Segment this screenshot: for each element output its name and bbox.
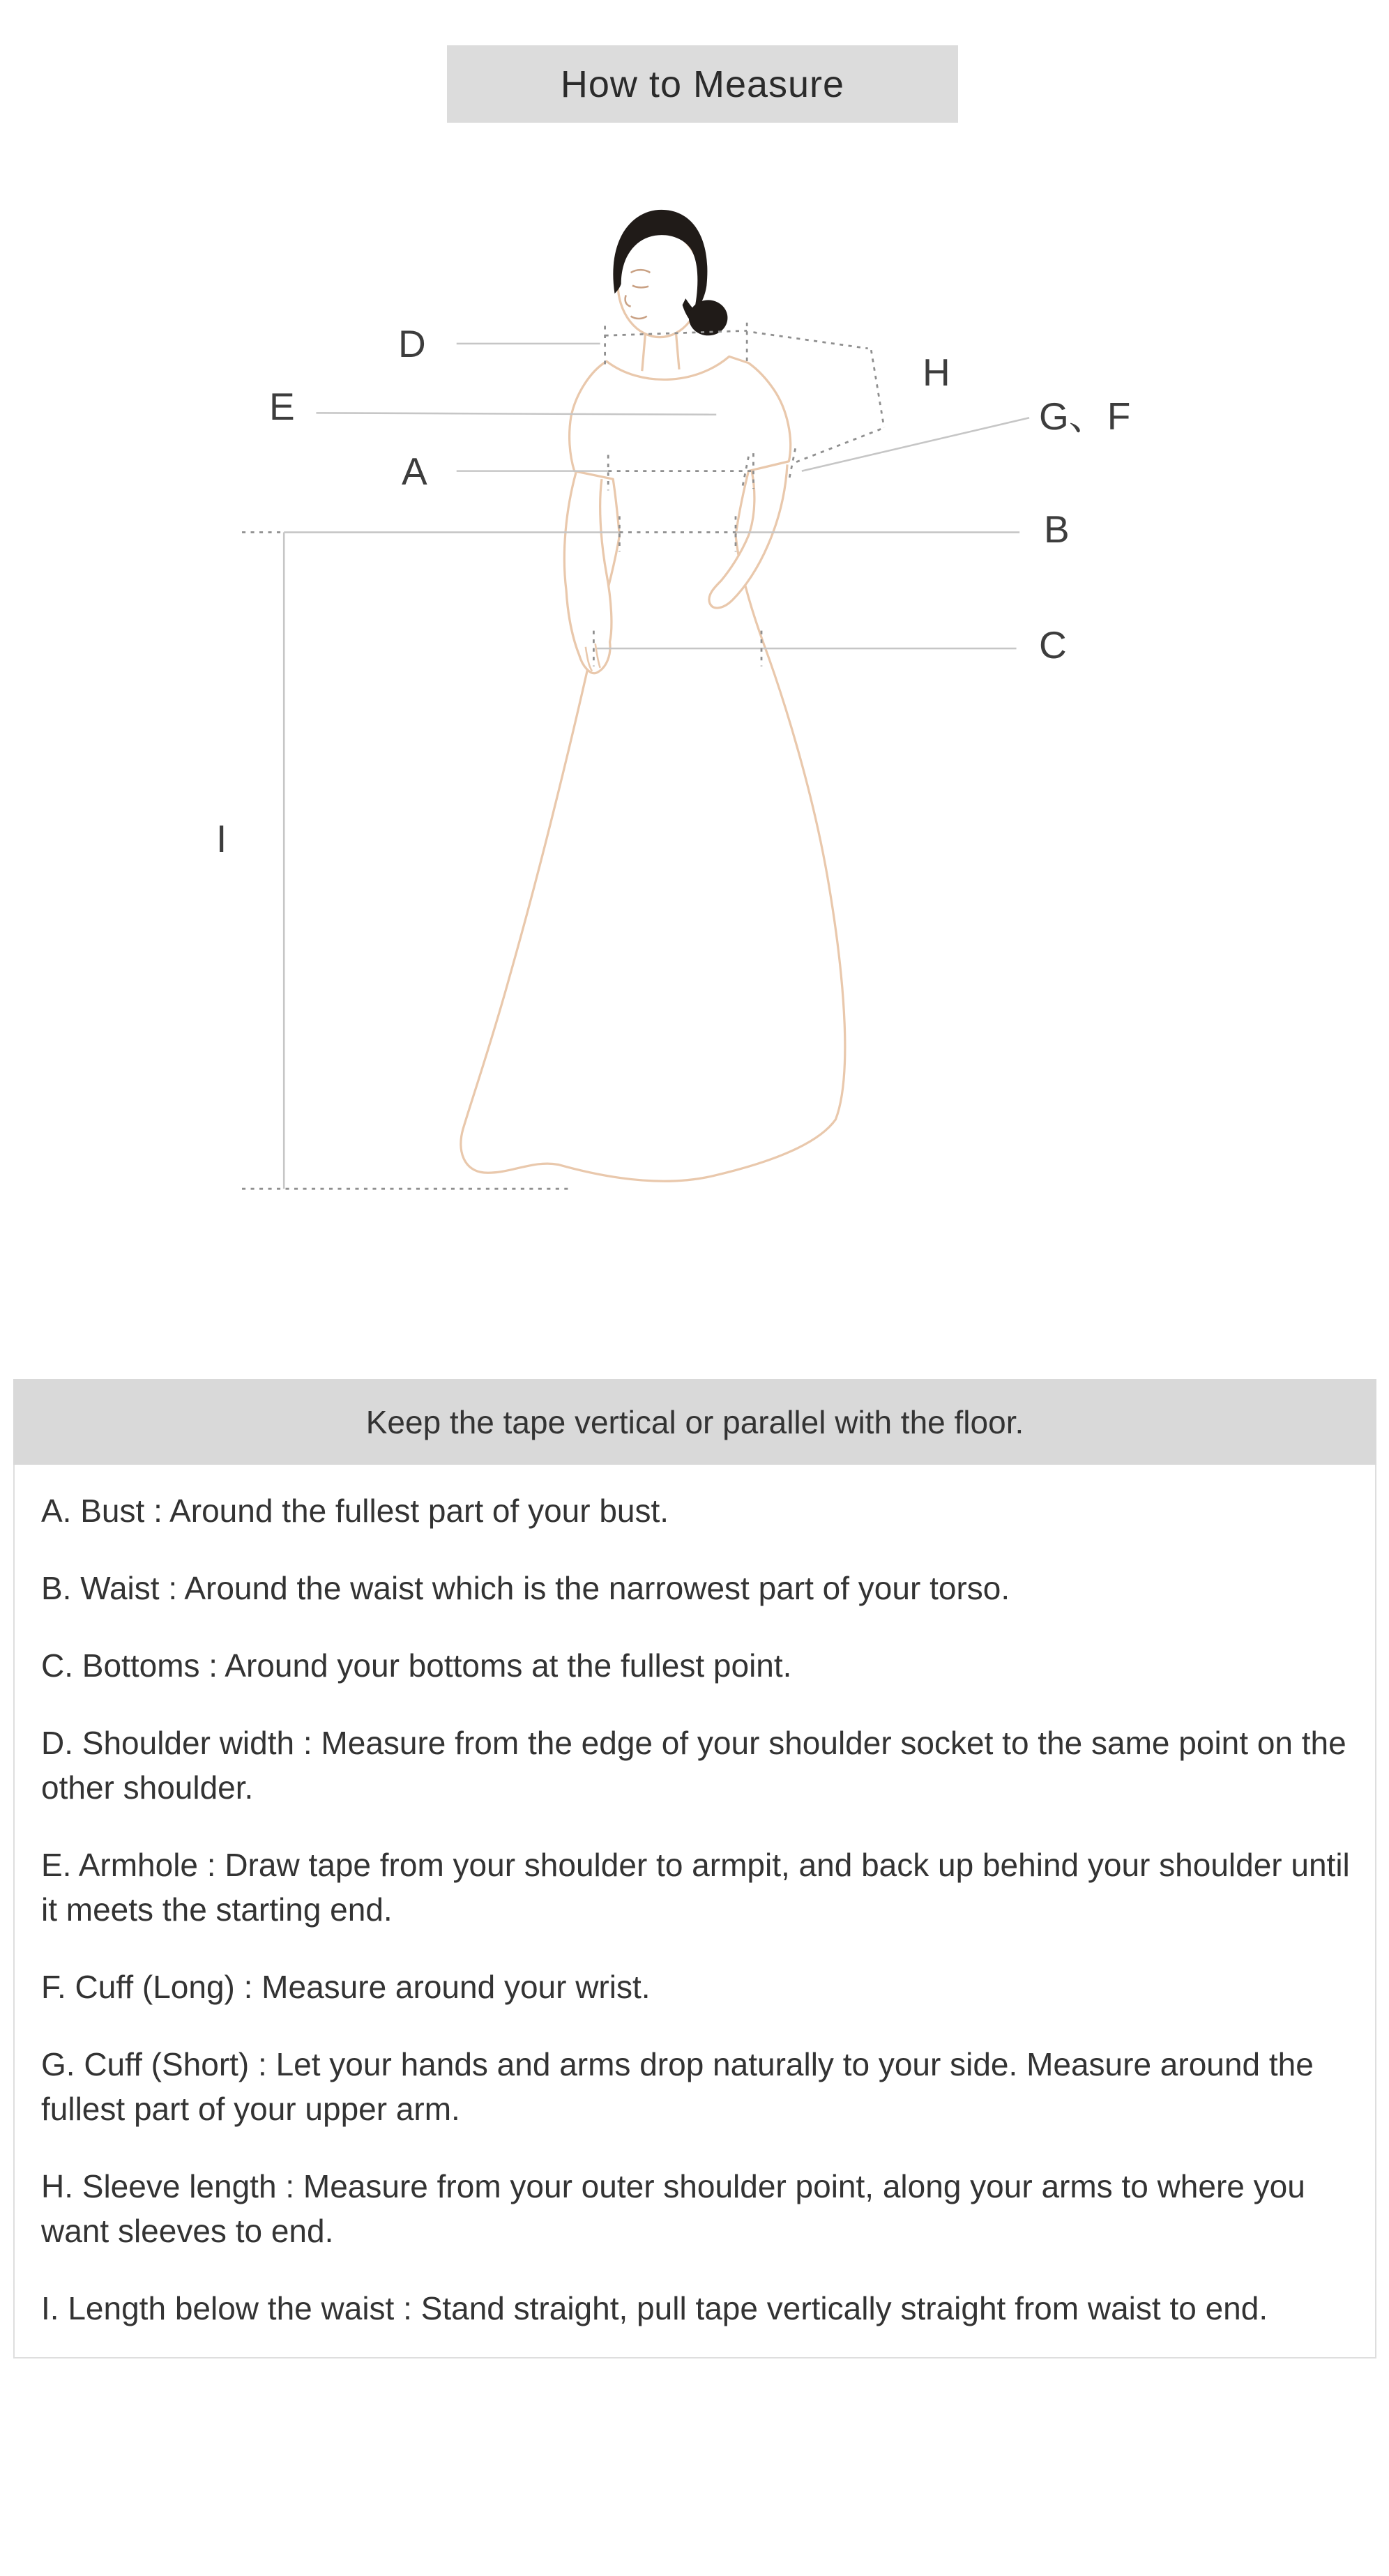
instruction-armhole: E. Armhole : Draw tape from your shoulder to armpit, and back up behind your shoulder until it meets the starting end. [41, 1847, 1350, 1928]
label-cuff-g-f: G、F [1039, 395, 1131, 438]
instruction-bottoms: C. Bottoms : Around your bottoms at the fullest point. [41, 1647, 792, 1684]
instruction-waist: B. Waist : Around the waist which is the narrowest part of your torso. [41, 1570, 1010, 1606]
neck-line-left [642, 334, 646, 371]
tape-note-text: Keep the tape vertical or parallel with the floor. [365, 1403, 1024, 1440]
dotted-sleeve-band-right [871, 350, 884, 427]
label-sleeve-length-h: H [923, 351, 950, 394]
label-shoulder-width-d: D [398, 322, 426, 365]
label-bottoms-c: C [1039, 623, 1067, 666]
instruction-cuff-long: F. Cuff (Long) : Measure around your wrist. [41, 1969, 651, 2005]
figure-woman [461, 210, 845, 1181]
instruction-shoulder-width: D. Shoulder width : Measure from the edge of your shoulder socket to the same point on the other shoulder. [41, 1725, 1346, 1806]
dotted-sleeve-band-bottom [794, 429, 881, 463]
label-armhole-e: E [269, 385, 295, 428]
instruction-bust: A. Bust : Around the fullest part of your bust. [41, 1493, 669, 1529]
label-length-below-waist-i: I [216, 817, 227, 860]
instruction-sleeve-length: H. Sleeve length : Measure from your outer shoulder point, along your arms to where you want sleeves to end. [41, 2168, 1305, 2249]
line-cuff-gf-pointer [802, 418, 1029, 471]
dress [461, 356, 845, 1181]
label-waist-b: B [1044, 508, 1070, 551]
left-arm [564, 473, 612, 673]
page-title: How to Measure [560, 63, 845, 105]
instruction-length-below-waist: I. Length below the waist : Stand straight, pull tape vertically straight from waist to end. [41, 2290, 1268, 2326]
hair-bun [689, 300, 728, 335]
neck-line-right [676, 333, 679, 369]
label-bust-a: A [402, 450, 427, 493]
instruction-cuff-short: G. Cuff (Short) : Let your hands and arms drop naturally to your side. Measure around the fullest part of your upper arm. [41, 2046, 1314, 2127]
tape-note-bar [13, 1379, 1376, 1465]
dotted-sleeve-band-top [753, 333, 867, 349]
instruction-list [13, 1465, 1376, 2358]
